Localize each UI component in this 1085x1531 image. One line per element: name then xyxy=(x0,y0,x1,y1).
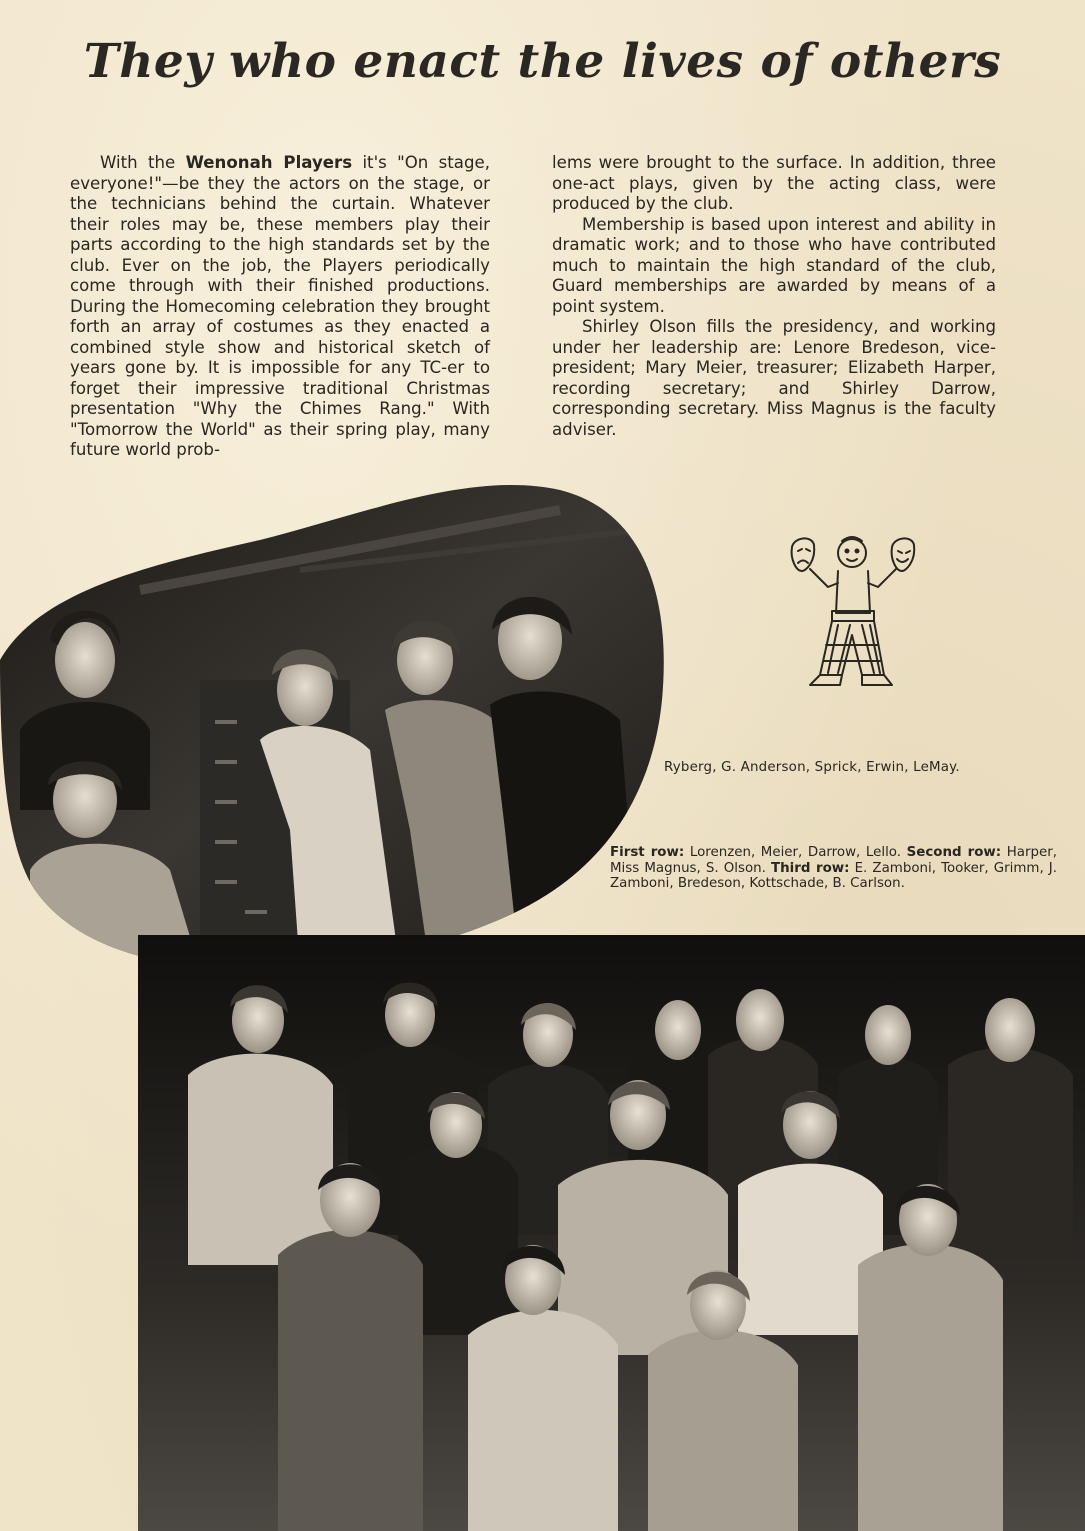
article-paragraph-officers: Shirley Olson fills the presidency, and working under her leadership are: Lenore Bredeson, vice-president; Mary Meier, treasurer; Elizabeth Harper, recording secretary; and Shirley Darrow, corresponding secretary. Miss Magnus is the faculty adviser. xyxy=(552,317,996,439)
club-name: Wenonah Players xyxy=(185,153,353,172)
stage-crew-photo xyxy=(0,470,668,970)
caption-row-names: Lorenzen, Meier, Darrow, Lello. xyxy=(684,845,907,860)
article-intro: With the xyxy=(100,153,186,172)
photo-caption-group xyxy=(610,845,1057,892)
caption-row-label: Third row: xyxy=(771,860,850,876)
article-paragraph-continued: lems were brought to the surface. In addition, three one-act plays, given by the acting class, were produced by the club. xyxy=(552,153,996,213)
group-portrait-photo xyxy=(138,935,1085,1531)
article-body-left: it's "On stage, everyone!"—be they the actors on the stage, or the technicians behind the curtain. Whatever their roles may be, these members play their parts according to the high standards set by the club. Ever on the job, the Players periodically come through with their finished productions. During the Homecoming celebration they brought forth an array of costumes as they enacted a combined style show and historical sketch of years gone by. It is impossible for any TC-er to forget their impressive traditional Christmas presentation "Why the Chimes Rang." With "Tomorrow the World" as their spring play, many future world prob- xyxy=(70,153,490,459)
article-paragraph-membership: Membership is based upon interest and ability in dramatic work; and to those who have contributed much to maintain the high standard of the club, Guard memberships are awarded by means of a point system. xyxy=(552,214,996,316)
article-column-left xyxy=(70,153,490,461)
article-column-right xyxy=(552,153,996,440)
article-paragraph xyxy=(70,153,490,461)
caption-row-names: Harper, Miss Magnus, S. Olson. xyxy=(610,845,1057,876)
caption-row-names: E. Zamboni, Tooker, Grimm, J. Zamboni, Bredeson, Kottschade, B. Carlson. xyxy=(610,860,1057,891)
page-title: They who enact the lives of others xyxy=(83,34,1002,89)
photo-caption-stage-crew: Ryberg, G. Anderson, Sprick, Erwin, LeMay. xyxy=(664,760,960,775)
caption-row-label: First row: xyxy=(610,845,685,860)
caption-row-label: Second row: xyxy=(906,845,1002,860)
drama-mascot-illustration xyxy=(780,525,930,695)
